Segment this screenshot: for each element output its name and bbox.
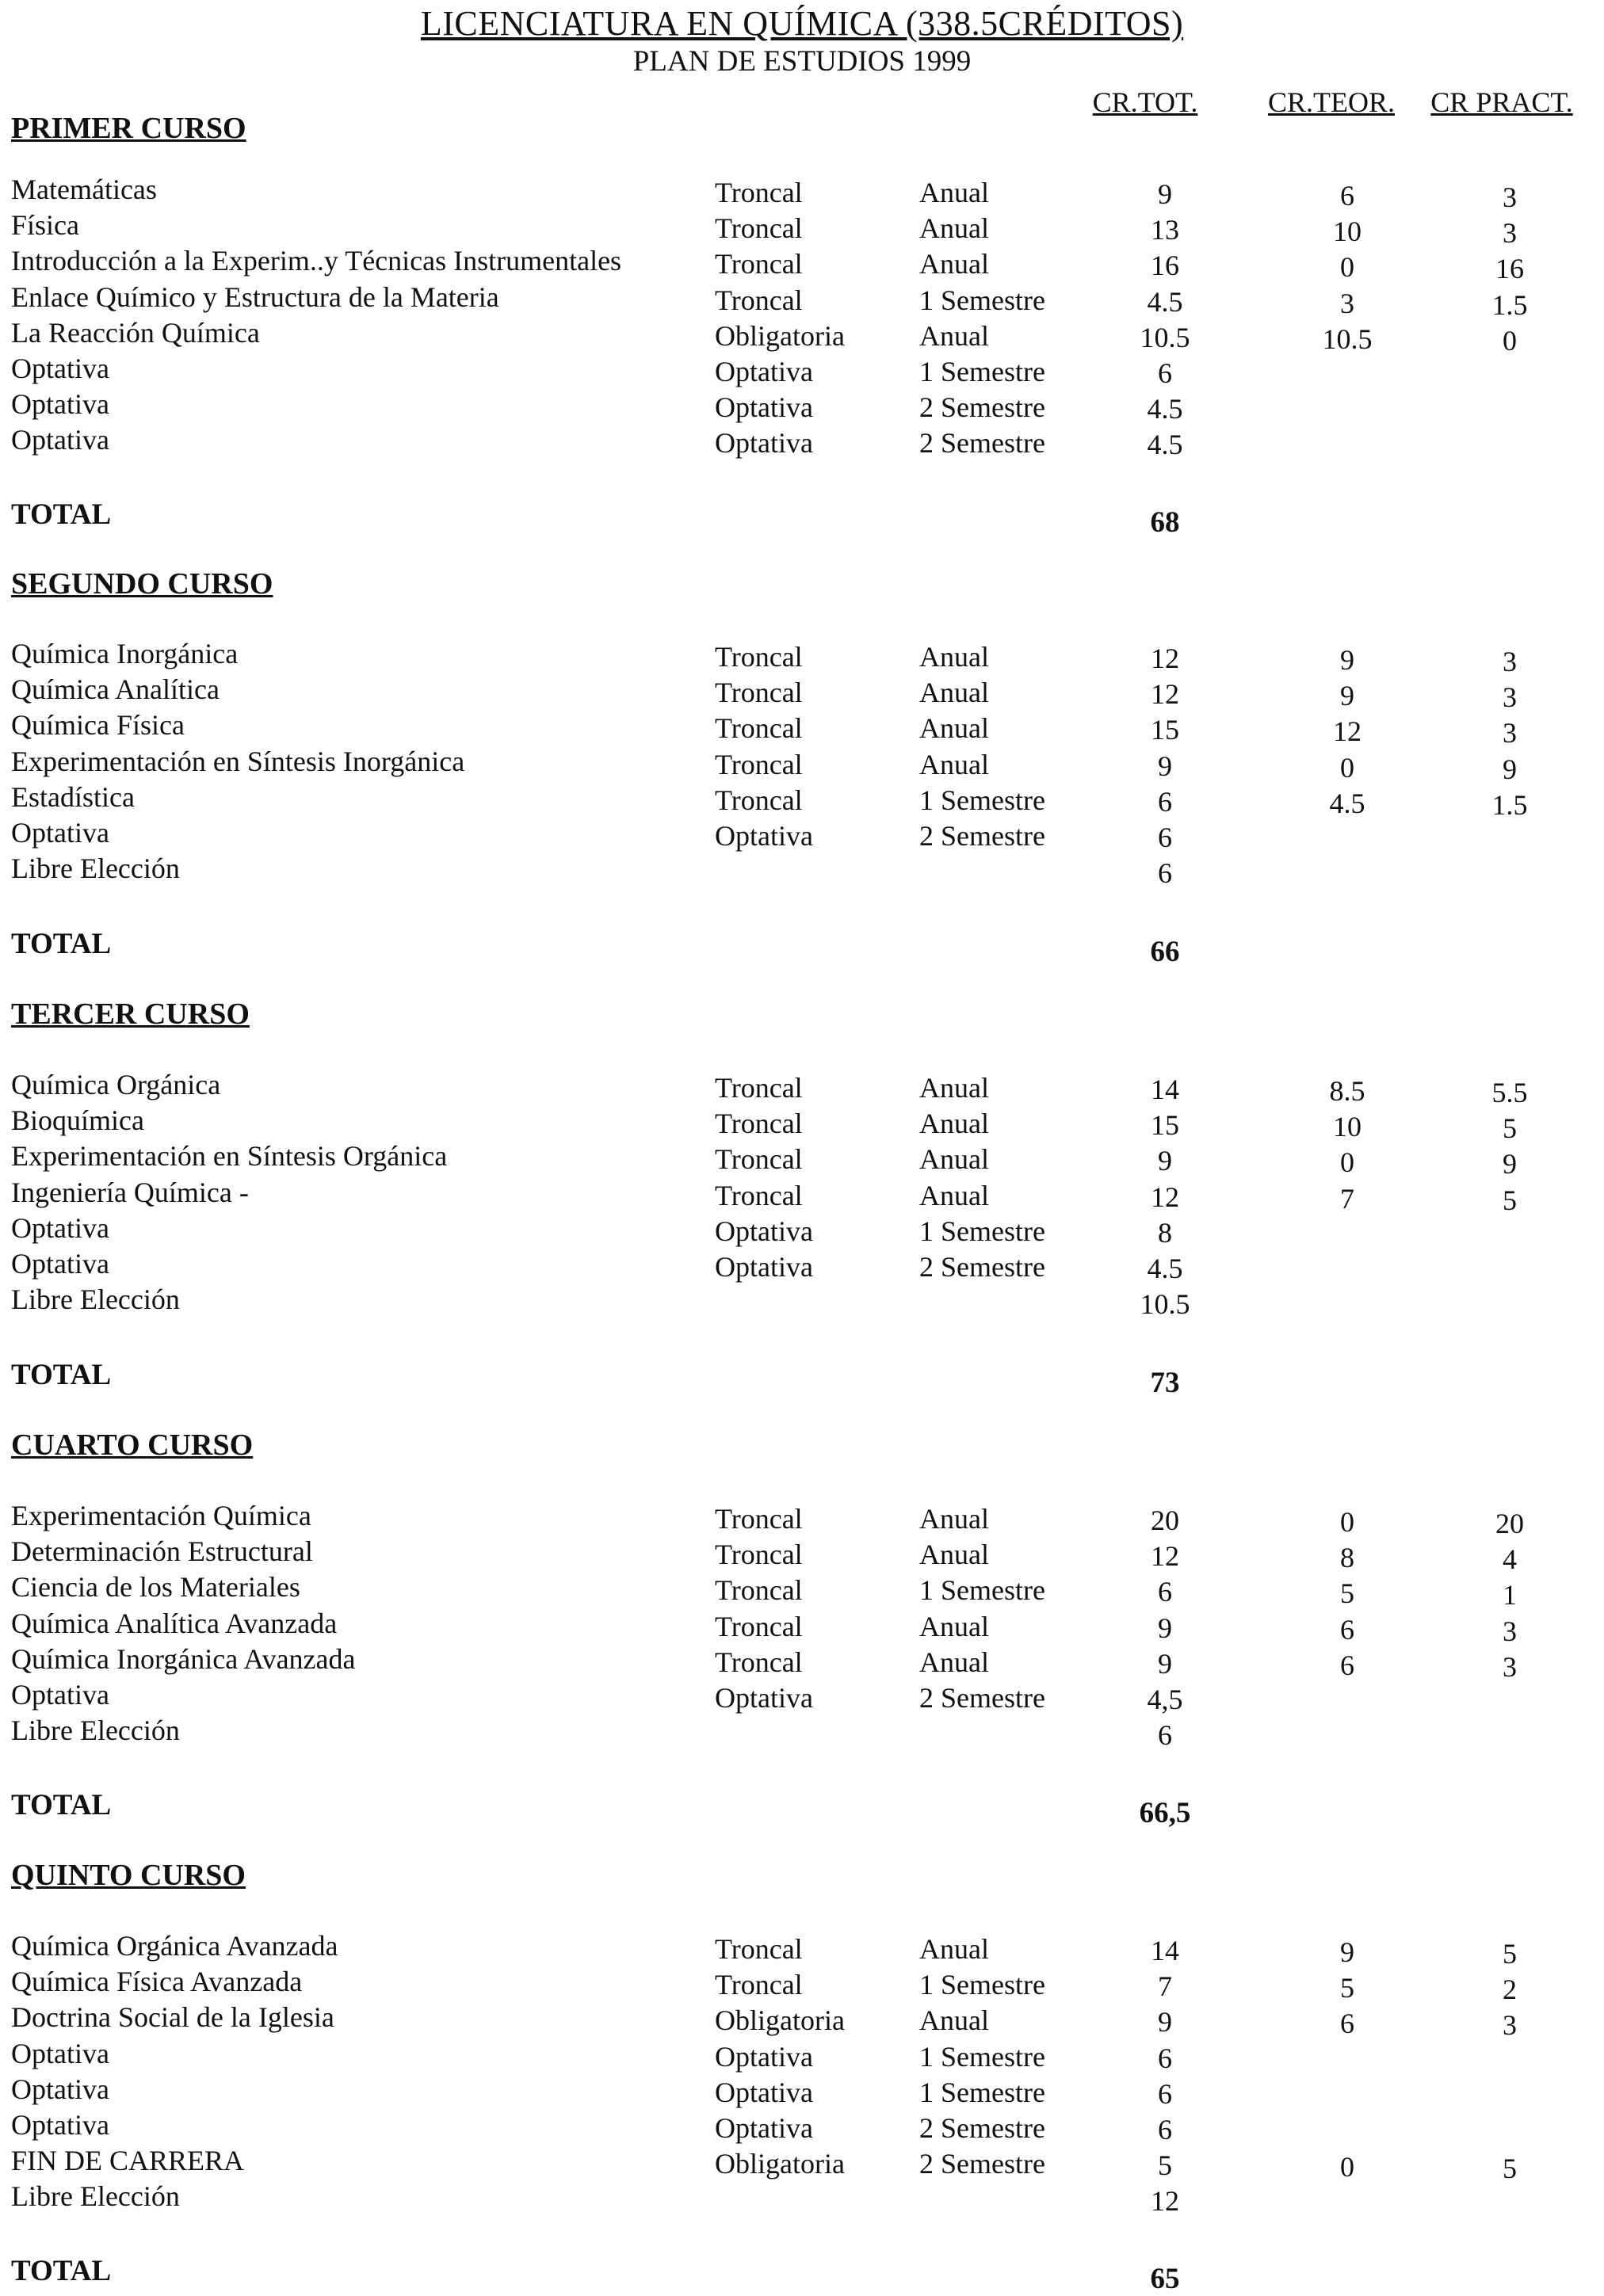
subject-name: Optativa	[11, 1211, 109, 1244]
subject-type: Troncal	[715, 677, 803, 709]
subject-row	[0, 2180, 1604, 2218]
subject-type: Troncal	[715, 641, 803, 673]
subject-theory-credits: 6	[1340, 1613, 1354, 1646]
subject-theory-credits: 5	[1340, 1577, 1354, 1610]
subject-theory-credits: 9	[1340, 1936, 1354, 1968]
subject-duration: Anual	[919, 1539, 989, 1571]
subject-name: Matemáticas	[11, 174, 157, 205]
subject-practice-credits: 9	[1503, 1148, 1517, 1180]
subject-row	[0, 1283, 1604, 1322]
subject-total-credits: 16	[1151, 250, 1179, 282]
subject-name: Estadística	[11, 780, 135, 813]
subject-row	[0, 1932, 1604, 1968]
subject-row	[0, 247, 1604, 283]
subject-practice-credits: 3	[1503, 217, 1517, 250]
subject-duration: Anual	[919, 1108, 989, 1140]
subject-name: Ciencia de los Materiales	[11, 1571, 300, 1604]
subject-theory-credits: 0	[1340, 2151, 1354, 2183]
subject-type: Troncal	[715, 784, 803, 816]
subject-practice-credits: 1	[1503, 1579, 1517, 1611]
subject-name: Experimentación en Síntesis Inorgánica	[11, 745, 465, 777]
subject-type: Troncal	[715, 248, 803, 280]
subject-name: Optativa	[11, 424, 109, 456]
subject-duration: Anual	[919, 177, 989, 208]
subject-total-credits: 15	[1151, 1109, 1179, 1142]
course-total-label: TOTAL	[11, 928, 112, 960]
subject-name: Ingeniería Química -	[11, 1176, 249, 1208]
subject-total-credits: 6	[1158, 1576, 1172, 1608]
subject-type: Troncal	[715, 1072, 803, 1104]
subject-theory-credits: 10	[1333, 1111, 1361, 1143]
subject-total-credits: 6	[1158, 785, 1172, 818]
subject-type: Troncal	[715, 1969, 803, 2001]
subject-theory-credits: 6	[1340, 2008, 1354, 2040]
subject-total-credits: 12	[1151, 2185, 1179, 2218]
subject-theory-credits: 6	[1340, 1649, 1354, 1681]
subject-duration: 1 Semestre	[919, 2076, 1045, 2108]
subject-total-credits: 9	[1158, 2006, 1172, 2039]
subject-practice-credits: 5	[1503, 1938, 1517, 1970]
subject-name: Optativa	[11, 817, 109, 849]
subject-duration: Anual	[919, 319, 989, 352]
subject-theory-credits: 0	[1340, 751, 1354, 784]
subject-practice-credits: 3	[1503, 681, 1517, 714]
subject-total-credits: 10.5	[1140, 321, 1190, 353]
subject-row	[0, 1142, 1604, 1178]
subject-name: Optativa	[11, 1248, 109, 1280]
subject-name: Experimentación en Síntesis Orgánica	[11, 1140, 448, 1173]
subject-name: Libre Elección	[11, 852, 180, 885]
subject-row	[0, 2111, 1604, 2147]
subject-total-credits: 20	[1151, 1505, 1179, 1536]
subject-duration: 1 Semestre	[919, 284, 1045, 316]
subject-name: Química Orgánica Avanzada	[11, 1930, 338, 1962]
subject-name: Optativa	[11, 2037, 109, 2069]
subject-duration: Anual	[919, 748, 989, 780]
subject-type: Optativa	[715, 1251, 813, 1283]
subject-duration: Anual	[919, 1072, 989, 1104]
column-header-theory-credits: CR.TEOR.	[1267, 86, 1395, 118]
subject-total-credits: 9	[1158, 1145, 1172, 1177]
subject-theory-credits: 10	[1333, 215, 1361, 248]
subject-row	[0, 2073, 1604, 2111]
subject-row	[0, 852, 1604, 891]
subject-total-credits: 4,5	[1147, 1684, 1183, 1715]
subject-name: Química Inorgánica	[11, 638, 239, 669]
subject-duration: 1 Semestre	[919, 1215, 1045, 1247]
subject-duration: 2 Semestre	[919, 2112, 1045, 2144]
subject-theory-credits: 9	[1340, 644, 1354, 676]
subject-practice-credits: 16	[1495, 253, 1524, 285]
subject-duration: 2 Semestre	[919, 391, 1045, 424]
subject-total-credits: 4.5	[1147, 429, 1183, 461]
subject-practice-credits: 5	[1503, 2153, 1517, 2185]
subject-type: Troncal	[715, 1610, 803, 1642]
subject-theory-credits: 3	[1340, 287, 1354, 319]
subject-row	[0, 1642, 1604, 1683]
subject-row	[0, 426, 1604, 462]
subject-total-credits: 9	[1158, 178, 1172, 210]
subject-type: Optativa	[715, 2112, 813, 2144]
subject-duration: Anual	[919, 1646, 989, 1678]
subject-name: Libre Elección	[11, 1283, 180, 1316]
subject-total-credits: 12	[1151, 1180, 1179, 1213]
course-heading: QUINTO CURSO	[11, 1859, 246, 1892]
subject-name: Optativa	[11, 353, 109, 384]
subject-theory-credits: 5	[1340, 1972, 1354, 2004]
subject-type: Optativa	[715, 1682, 813, 1714]
subject-total-credits: 14	[1151, 1935, 1179, 1966]
subject-duration: Anual	[919, 712, 989, 745]
subject-name: La Reacción Química	[11, 316, 260, 349]
subject-type: Troncal	[715, 1179, 803, 1211]
subject-duration: Anual	[919, 1143, 989, 1176]
subject-row	[0, 1176, 1604, 1216]
subject-type: Troncal	[715, 1503, 803, 1535]
subject-type: Optativa	[715, 356, 813, 387]
course-total-value: 65	[1150, 2263, 1180, 2295]
subject-total-credits: 8	[1158, 1216, 1172, 1249]
subject-row	[0, 1104, 1604, 1145]
subject-type: Optativa	[715, 427, 813, 460]
subject-total-credits: 9	[1158, 749, 1172, 782]
subject-theory-credits: 12	[1333, 715, 1361, 748]
subject-theory-credits: 4.5	[1329, 787, 1365, 819]
subject-row	[0, 2037, 1604, 2076]
subject-duration: Anual	[919, 1179, 989, 1211]
subject-total-credits: 15	[1151, 714, 1179, 746]
subject-duration: 1 Semestre	[919, 1574, 1045, 1607]
subject-practice-credits: 9	[1503, 753, 1517, 785]
subject-theory-credits: 7	[1340, 1182, 1354, 1215]
subject-theory-credits: 9	[1340, 680, 1354, 712]
subject-total-credits: 6	[1158, 2114, 1172, 2145]
subject-type: Troncal	[715, 712, 803, 745]
subject-row	[0, 2001, 1604, 2042]
subject-name: Física	[11, 209, 79, 242]
subject-name: Optativa	[11, 388, 109, 421]
subject-practice-credits: 3	[1503, 2009, 1517, 2042]
subject-type: Troncal	[715, 284, 803, 316]
subject-practice-credits: 20	[1495, 1508, 1524, 1539]
subject-practice-credits: 3	[1503, 1650, 1517, 1683]
subject-type: Optativa	[715, 391, 813, 424]
subject-total-credits: 6	[1158, 822, 1172, 853]
subject-row	[0, 640, 1604, 676]
subject-total-credits: 4.5	[1147, 393, 1183, 425]
course-total-label: TOTAL	[11, 1359, 112, 1391]
subject-row	[0, 819, 1604, 855]
course-total-label: TOTAL	[11, 1789, 112, 1821]
subject-row	[0, 1607, 1604, 1647]
subject-total-credits: 12	[1151, 643, 1179, 674]
subject-practice-credits: 5	[1503, 1184, 1517, 1216]
subject-type: Optativa	[715, 2040, 813, 2073]
subject-duration: Anual	[919, 1503, 989, 1535]
subject-duration: 1 Semestre	[919, 1969, 1045, 2001]
subject-name: Experimentación Química	[11, 1500, 311, 1531]
subject-name: Química Analítica Avanzada	[11, 1607, 338, 1639]
subject-name: Química Orgánica	[11, 1069, 221, 1100]
subject-total-credits: 5	[1158, 2149, 1172, 2182]
subject-row	[0, 1071, 1604, 1107]
subject-name: Bioquímica	[11, 1104, 144, 1137]
subject-theory-credits: 10.5	[1322, 322, 1373, 355]
subject-total-credits: 10.5	[1140, 1288, 1190, 1321]
subject-name: Optativa	[11, 1679, 109, 1711]
subject-row	[0, 1968, 1604, 2004]
subject-name: Libre Elección	[11, 2180, 180, 2213]
subject-row	[0, 1211, 1604, 1250]
subject-total-credits: 6	[1158, 2042, 1172, 2074]
subject-total-credits: 6	[1158, 357, 1172, 389]
subject-name: Química Inorgánica Avanzada	[11, 1642, 356, 1675]
subject-total-credits: 9	[1158, 1647, 1172, 1680]
subject-row	[0, 745, 1604, 785]
subject-name: Optativa	[11, 2073, 109, 2105]
subject-duration: 1 Semestre	[919, 2040, 1045, 2073]
subject-theory-credits: 0	[1340, 1506, 1354, 1538]
subject-duration: 2 Semestre	[919, 820, 1045, 852]
subject-name: Química Física Avanzada	[11, 1966, 303, 1998]
subject-practice-credits: 4	[1503, 1543, 1517, 1576]
subject-theory-credits: 0	[1340, 1146, 1354, 1179]
subject-duration: Anual	[919, 1933, 989, 1965]
subject-practice-credits: 2	[1503, 1974, 1517, 2006]
subject-row	[0, 1535, 1604, 1576]
subject-row	[0, 1573, 1604, 1609]
subject-duration: Anual	[919, 641, 989, 673]
subject-total-credits: 12	[1151, 1540, 1179, 1573]
subject-type: Troncal	[715, 1646, 803, 1678]
subject-practice-credits: 3	[1503, 181, 1517, 213]
subject-practice-credits: 5	[1503, 1112, 1517, 1145]
subject-name: Doctrina Social de la Iglesia	[11, 2001, 334, 2034]
subject-theory-credits: 8.5	[1329, 1075, 1365, 1107]
subject-total-credits: 14	[1151, 1074, 1179, 1105]
subject-name: FIN DE CARRERA	[11, 2145, 245, 2177]
subject-name: Enlace Químico y Estructura de la Materia	[11, 280, 499, 313]
subject-row	[0, 209, 1604, 250]
subject-practice-credits: 3	[1503, 717, 1517, 749]
subject-row	[0, 280, 1604, 321]
subject-row	[0, 388, 1604, 426]
subject-total-credits: 9	[1158, 1611, 1172, 1644]
subject-type: Troncal	[715, 1108, 803, 1140]
subject-row	[0, 1250, 1604, 1286]
subject-total-credits: 6	[1158, 1719, 1172, 1752]
course-total-value: 68	[1150, 506, 1180, 539]
course-total-label: TOTAL	[11, 2255, 112, 2287]
subject-theory-credits: 0	[1340, 251, 1354, 284]
subject-row	[0, 355, 1604, 391]
subject-duration: 2 Semestre	[919, 1682, 1045, 1714]
course-total-value: 66	[1150, 936, 1180, 968]
subject-total-credits: 6	[1158, 2077, 1172, 2110]
column-header-total-credits: CR.TOT.	[1092, 86, 1198, 118]
subject-type: Obligatoria	[715, 2148, 845, 2180]
subject-row	[0, 1714, 1604, 1753]
subject-row	[0, 176, 1604, 212]
subject-row	[0, 1502, 1604, 1538]
subject-duration: Anual	[919, 677, 989, 709]
subject-practice-credits: 1.5	[1491, 288, 1528, 321]
subject-total-credits: 7	[1158, 1970, 1172, 2003]
subject-duration: Anual	[919, 212, 989, 245]
subject-theory-credits: 6	[1340, 180, 1354, 212]
subject-total-credits: 12	[1151, 678, 1179, 711]
subject-name: Química Física	[11, 709, 185, 742]
subject-name: Química Analítica	[11, 673, 220, 706]
subject-total-credits: 4.5	[1147, 1253, 1183, 1284]
subject-type: Optativa	[715, 1215, 813, 1247]
subject-name: Libre Elección	[11, 1714, 180, 1747]
subject-row	[0, 780, 1604, 821]
subject-type: Troncal	[715, 212, 803, 245]
subject-duration: 1 Semestre	[919, 356, 1045, 387]
subject-total-credits: 6	[1158, 857, 1172, 890]
subject-duration: Anual	[919, 1610, 989, 1642]
subject-duration: Anual	[919, 2004, 989, 2037]
subject-type: Obligatoria	[715, 319, 845, 352]
subject-type: Troncal	[715, 1143, 803, 1176]
subject-type: Optativa	[715, 2076, 813, 2108]
course-total-label: TOTAL	[11, 498, 112, 531]
subject-total-credits: 4.5	[1147, 285, 1183, 318]
subject-duration: 2 Semestre	[919, 427, 1045, 460]
subject-type: Optativa	[715, 820, 813, 852]
course-total-value: 73	[1150, 1367, 1180, 1399]
subject-row	[0, 316, 1604, 357]
subject-row	[0, 2147, 1604, 2183]
subject-practice-credits: 3	[1503, 1615, 1517, 1647]
subject-name: Introducción a la Experim..y Técnicas Instrumentales	[11, 245, 622, 277]
subject-type: Troncal	[715, 1574, 803, 1607]
subject-practice-credits: 0	[1503, 324, 1517, 357]
subject-total-credits: 13	[1151, 214, 1179, 246]
course-heading: TERCER CURSO	[11, 997, 250, 1031]
column-header-practice-credits: CR PRACT.	[1430, 86, 1573, 118]
document-subtitle: PLAN DE ESTUDIOS 1999	[632, 45, 972, 78]
subject-name: Determinación Estructural	[11, 1535, 313, 1568]
subject-row	[0, 711, 1604, 747]
subject-theory-credits: 8	[1340, 1542, 1354, 1574]
subject-type: Troncal	[715, 1933, 803, 1965]
subject-duration: 2 Semestre	[919, 1251, 1045, 1283]
subject-duration: 1 Semestre	[919, 784, 1045, 816]
subject-row	[0, 673, 1604, 714]
course-heading: SEGUNDO CURSO	[11, 567, 273, 601]
document-title: LICENCIATURA EN QUÍMICA (338.5CRÉDITOS)	[420, 4, 1184, 43]
course-heading: PRIMER CURSO	[11, 112, 246, 145]
subject-type: Obligatoria	[715, 2004, 845, 2037]
subject-type: Troncal	[715, 177, 803, 208]
course-heading: CUARTO CURSO	[11, 1428, 254, 1462]
subject-practice-credits: 1.5	[1491, 788, 1528, 821]
subject-duration: 2 Semestre	[919, 2148, 1045, 2180]
course-total-value: 66,5	[1139, 1797, 1191, 1829]
subject-practice-credits: 5.5	[1491, 1077, 1528, 1108]
subject-type: Troncal	[715, 748, 803, 780]
subject-type: Troncal	[715, 1539, 803, 1571]
subject-duration: Anual	[919, 248, 989, 280]
subject-name: Optativa	[11, 2109, 109, 2141]
subject-row	[0, 1681, 1604, 1717]
subject-practice-credits: 3	[1503, 646, 1517, 677]
